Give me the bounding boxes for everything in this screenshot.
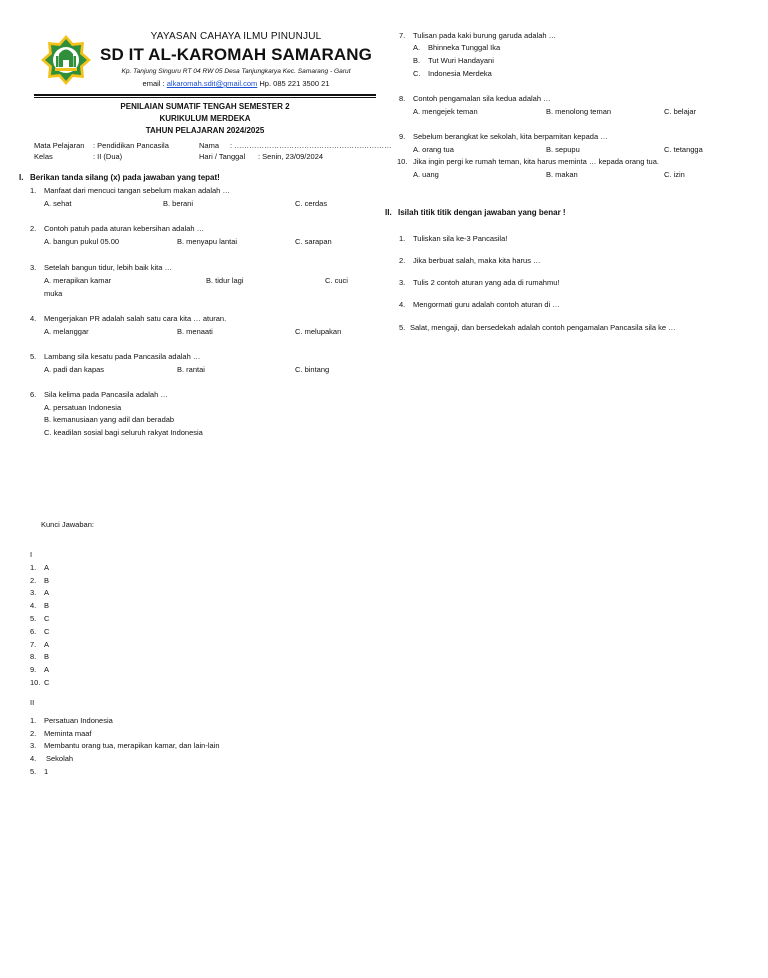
question-number: 9. — [399, 132, 406, 141]
answer-number: 8. — [30, 652, 37, 661]
answer-value: A — [44, 665, 50, 674]
date-value: : Senin, 23/09/2024 — [258, 152, 324, 161]
option-b[interactable]: B. tidur lagi — [206, 276, 244, 285]
question-text: Sebelum berangkat ke sekolah, kita berpamitan kepada … — [413, 132, 608, 141]
answer-number: 3. — [30, 741, 37, 750]
phone-number: Hp. 085 221 3500 21 — [259, 79, 330, 88]
question-text: Lambang sila kesatu pada Pancasila adalah … — [44, 352, 201, 361]
section-1-heading: Berikan tanda silang (x) pada jawaban yang tepat! — [30, 173, 220, 182]
answer-value: B — [44, 652, 50, 661]
option-a[interactable]: A. sehat — [44, 199, 72, 208]
question-text: Manfaat dari mencuci tangan sebelum makan adalah … — [44, 186, 230, 195]
answer-number: 5. — [30, 767, 37, 776]
answer-number: 4. — [30, 601, 37, 610]
option-c[interactable]: C. bintang — [295, 365, 330, 374]
section-1-number: I. — [19, 173, 24, 182]
email-label: email : — [142, 79, 165, 88]
answer-number: 7. — [30, 640, 37, 649]
option-b[interactable]: B. menolong teman — [546, 107, 612, 116]
academic-year: TAHUN PELAJARAN 2024/2025 — [145, 126, 265, 135]
option-b[interactable]: B. berani — [163, 199, 194, 208]
question-text: Tulisan pada kaki burung garuda adalah … — [413, 31, 557, 40]
question-number: 2. — [399, 256, 406, 265]
question-number: 4. — [399, 300, 406, 309]
exam-title: PENILAIAN SUMATIF TENGAH SEMESTER 2 — [120, 102, 290, 111]
answer-number: 1. — [30, 563, 37, 572]
essay-question: Salat, mengaji, dan bersedekah adalah contoh pengamalan Pancasila sila ke … — [410, 323, 676, 332]
school-logo — [38, 34, 94, 86]
foundation-name: YAYASAN CAHAYA ILMU PINUNJUL — [150, 31, 322, 42]
answer-key-title: Kunci Jawaban: — [41, 520, 94, 529]
option-b[interactable]: B. sepupu — [546, 145, 580, 154]
option-a[interactable]: A. merapikan kamar — [44, 276, 112, 285]
question-text: Mengerjakan PR adalah salah satu cara kita … aturan. — [44, 314, 227, 323]
essay-question: Tulis 2 contoh aturan yang ada di rumahmu! — [413, 278, 560, 287]
option-c[interactable]: Indonesia Merdeka — [428, 69, 492, 78]
option-a[interactable]: A. melanggar — [44, 327, 89, 336]
question-text: Contoh patuh pada aturan kebersihan adalah … — [44, 224, 205, 233]
option-a[interactable]: A. mengejek teman — [413, 107, 478, 116]
option-a[interactable]: A. orang tua — [413, 145, 454, 154]
option-c[interactable]: C. belajar — [664, 107, 697, 116]
option-c[interactable]: C. keadilan sosial bagi seluruh rakyat Indonesia — [44, 428, 203, 437]
answer-number: 2. — [30, 576, 37, 585]
answer-key-part-1-label: I — [30, 550, 33, 559]
option-a[interactable]: A. persatuan Indonesia — [44, 403, 122, 412]
question-text: Sila kelima pada Pancasila adalah … — [44, 390, 168, 399]
subject-value: : Pendidikan Pancasila — [93, 141, 169, 150]
answer-number: 2. — [30, 729, 37, 738]
essay-question: Jika berbuat salah, maka kita harus … — [413, 256, 541, 265]
option-b[interactable]: Tut Wuri Handayani — [428, 56, 494, 65]
school-name: SD IT AL-KAROMAH SAMARANG — [100, 45, 372, 64]
email-link[interactable]: alkaromah.sdit@gmail.com — [166, 79, 258, 88]
option-b-letter: B. — [413, 56, 421, 65]
answer-value: B — [44, 576, 50, 585]
question-number: 10. — [397, 157, 408, 166]
option-b[interactable]: B. menaati — [177, 327, 213, 336]
subject-label: Mata Pelajaran — [34, 141, 85, 150]
option-c[interactable]: C. tetangga — [664, 145, 703, 154]
header-rule-thick — [34, 94, 376, 96]
answer-value: A — [44, 563, 50, 572]
answer-number: 6. — [30, 627, 37, 636]
answer-number: 10. — [30, 678, 41, 687]
question-text: Contoh pengamalan sila kedua adalah … — [413, 94, 551, 103]
option-a[interactable]: A. bangun pukul 05.00 — [44, 237, 120, 246]
school-address: Kp. Tanjung Singuru RT 04 RW 05 Desa Tanjungkarya Kec. Samarang - Garut — [121, 68, 351, 75]
question-number: 1. — [30, 186, 37, 195]
option-c[interactable]: C. melupakan — [295, 327, 342, 336]
question-text: Setelah bangun tidur, lebih baik kita … — [44, 263, 173, 272]
option-c[interactable]: C. sarapan — [295, 237, 332, 246]
option-c[interactable]: C. izin — [664, 170, 685, 179]
option-b[interactable]: B. kemanusiaan yang adil dan beradab — [44, 415, 175, 424]
question-text: Jika ingin pergi ke rumah teman, kita harus meminta … kepada orang tua. — [413, 157, 659, 166]
answer-key-part-2-label: II — [30, 698, 35, 707]
answer-number: 1. — [30, 716, 37, 725]
question-number: 8. — [399, 94, 406, 103]
section-2-number: II. — [385, 208, 392, 217]
contact-line — [100, 79, 372, 88]
answer-number: 9. — [30, 665, 37, 674]
answer-value: Sekolah — [46, 754, 74, 763]
option-c[interactable]: C. cerdas — [295, 199, 328, 208]
option-b[interactable]: B. menyapu lantai — [177, 237, 238, 246]
student-name-label: Nama — [199, 141, 220, 150]
answer-value: C — [44, 614, 50, 623]
option-a[interactable]: Bhinneka Tunggal Ika — [428, 43, 501, 52]
answer-number: 3. — [30, 588, 37, 597]
answer-value: Membantu orang tua, merapikan kamar, dan lain-lain — [44, 741, 220, 750]
answer-value: C — [44, 678, 50, 687]
answer-value: A — [44, 588, 50, 597]
date-label: Hari / Tanggal — [199, 152, 246, 161]
option-c[interactable]: C. cuci — [325, 276, 348, 285]
option-c-continued: muka — [44, 289, 63, 298]
question-number: 5. — [399, 323, 406, 332]
question-number: 1. — [399, 234, 406, 243]
curriculum-title: KURIKULUM MERDEKA — [159, 114, 251, 123]
student-name-field[interactable]: : ……………………………………………………… — [230, 141, 392, 150]
question-number: 6. — [30, 390, 37, 399]
answer-number: 5. — [30, 614, 37, 623]
question-number: 3. — [30, 263, 37, 272]
class-value: : II (Dua) — [93, 152, 123, 161]
answer-value: B — [44, 601, 50, 610]
essay-question: Mengormati guru adalah contoh aturan di … — [413, 300, 560, 309]
answer-value: A — [44, 640, 50, 649]
answer-value: 1 — [44, 767, 49, 776]
header-rule-thin — [34, 97, 376, 98]
answer-value: Meminta maaf — [44, 729, 92, 738]
question-number: 3. — [399, 278, 406, 287]
answer-value: C — [44, 627, 50, 636]
answer-value: Persatuan Indonesia — [44, 716, 113, 725]
option-c-letter: C. — [413, 69, 421, 78]
question-number: 2. — [30, 224, 37, 233]
option-a-letter: A. — [413, 43, 421, 52]
question-number: 4. — [30, 314, 37, 323]
class-label: Kelas — [34, 152, 53, 161]
option-b[interactable]: B. makan — [546, 170, 578, 179]
option-b[interactable]: B. rantai — [177, 365, 205, 374]
answer-number: 4. — [30, 754, 37, 763]
option-a[interactable]: A. uang — [413, 170, 439, 179]
section-2-heading: Isilah titik titik dengan jawaban yang benar ! — [398, 208, 566, 217]
essay-question: Tuliskan sila ke-3 Pancasila! — [413, 234, 508, 243]
question-number: 7. — [399, 31, 406, 40]
option-a[interactable]: A. padi dan kapas — [44, 365, 105, 374]
question-number: 5. — [30, 352, 37, 361]
